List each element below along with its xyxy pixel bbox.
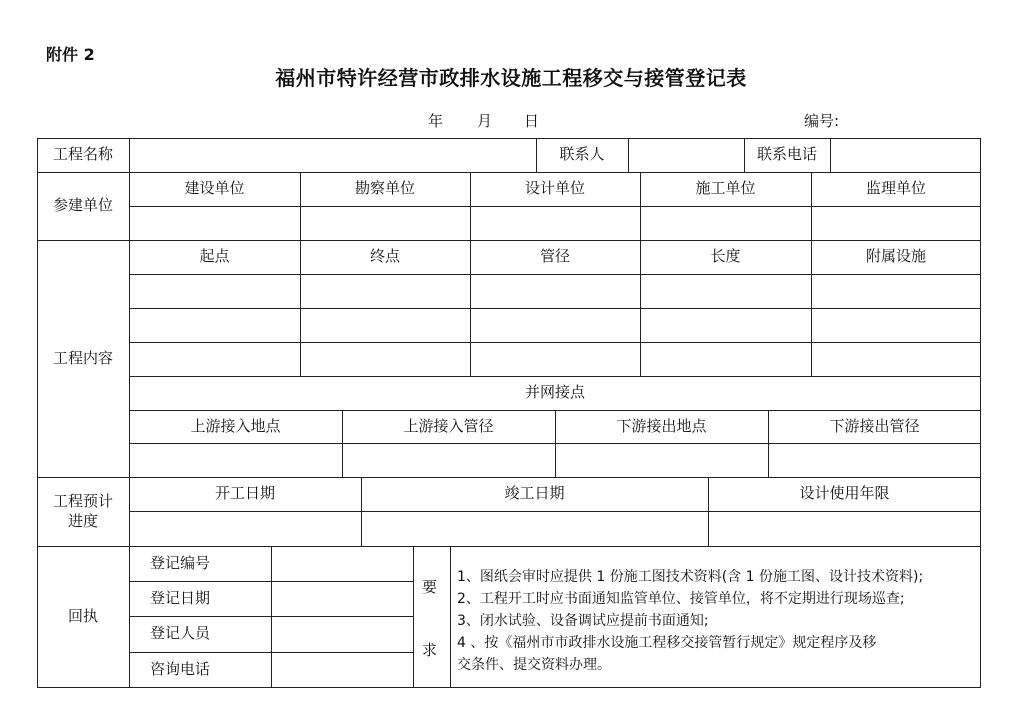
receipt-label: 回执 [67,607,98,626]
unit-field[interactable] [129,206,300,240]
attachment-label: 附件 2 [46,45,95,64]
form-title: 福州市特许经营市政排水设施工程移交与接管登记表 [275,66,747,90]
requirement-item: 2、工程开工时应书面通知监管单位、接管单位，将不定期进行现场巡查; [457,591,905,607]
participating-units-label: 参建单位 [52,196,113,215]
row-divider [129,342,981,343]
registration-date-field[interactable] [271,581,413,616]
col-divider [450,546,451,688]
unit-header-supervision: 监理单位 [865,179,926,198]
schedule-label [37,477,129,546]
junction-header-upstream-location: 上游接入地点 [190,416,281,435]
contact-person-label: 联系人 [559,145,605,164]
date-day-label: 日 [524,112,540,130]
junction-header-downstream-diameter: 下游接出管径 [829,416,920,435]
serial-number-label: 编号: [804,112,840,130]
junction-header-downstream-location: 下游接出地点 [616,416,707,435]
unit-header-design: 设计单位 [524,179,585,198]
registrar-field[interactable] [271,616,413,652]
unit-field[interactable] [300,206,470,240]
schedule-label-line2: 进度 [67,511,98,530]
junction-title: 并网接点 [524,383,585,402]
requirement-item: 4 、按《福州市市政排水设施工程移交接管暂行规定》规定程序及移 [457,635,877,651]
contact-phone-label: 联系电话 [756,145,817,164]
content-header-diameter: 管径 [539,247,570,266]
unit-header-survey: 勘察单位 [354,179,415,198]
registration-date-label: 登记日期 [150,588,211,607]
date-month-label: 月 [477,112,493,130]
requirements-label-char2: 求 [422,641,438,659]
registration-number-label: 登记编号 [150,553,211,572]
requirements-label-char1: 要 [422,578,438,596]
requirement-item: 交条件、提交资料办理。 [457,657,611,673]
requirement-item: 3、闭水试验、设备调试应提前书面通知; [457,613,709,629]
project-name-field[interactable] [129,138,536,172]
project-content-label: 工程内容 [52,348,113,367]
content-header-length: 长度 [710,247,741,266]
inquiry-phone-field[interactable] [271,652,413,688]
schedule-header-service-life: 设计使用年限 [799,484,890,503]
contact-phone-field[interactable] [830,138,981,172]
registrar-label: 登记人员 [150,624,211,643]
contact-person-field[interactable] [628,138,744,172]
col-divider [413,546,414,688]
requirement-item: 1、图纸会审时应提供 1 份施工图技术资料(含 1 份施工图、设计技术资料); [457,569,924,585]
schedule-header-start-date: 开工日期 [214,484,275,503]
row-divider [129,274,981,275]
schedule-label-line1: 工程预计 [52,492,113,510]
registration-number-field[interactable] [271,546,413,581]
schedule-header-completion-date: 竣工日期 [504,484,565,503]
requirements-text [457,566,982,676]
unit-header-construction: 建设单位 [184,179,245,198]
unit-header-builder: 施工单位 [695,179,756,198]
unit-field[interactable] [470,206,640,240]
row-divider [129,308,981,309]
content-header-start: 起点 [199,247,230,266]
date-year-label: 年 [428,112,444,130]
junction-header-upstream-diameter: 上游接入管径 [403,416,494,435]
project-name-label: 工程名称 [52,145,113,164]
unit-field[interactable] [640,206,811,240]
content-header-end: 终点 [369,247,400,266]
row-divider [129,511,981,512]
unit-field[interactable] [811,206,981,240]
inquiry-phone-label: 咨询电话 [150,660,211,679]
content-header-facilities: 附属设施 [865,247,926,266]
